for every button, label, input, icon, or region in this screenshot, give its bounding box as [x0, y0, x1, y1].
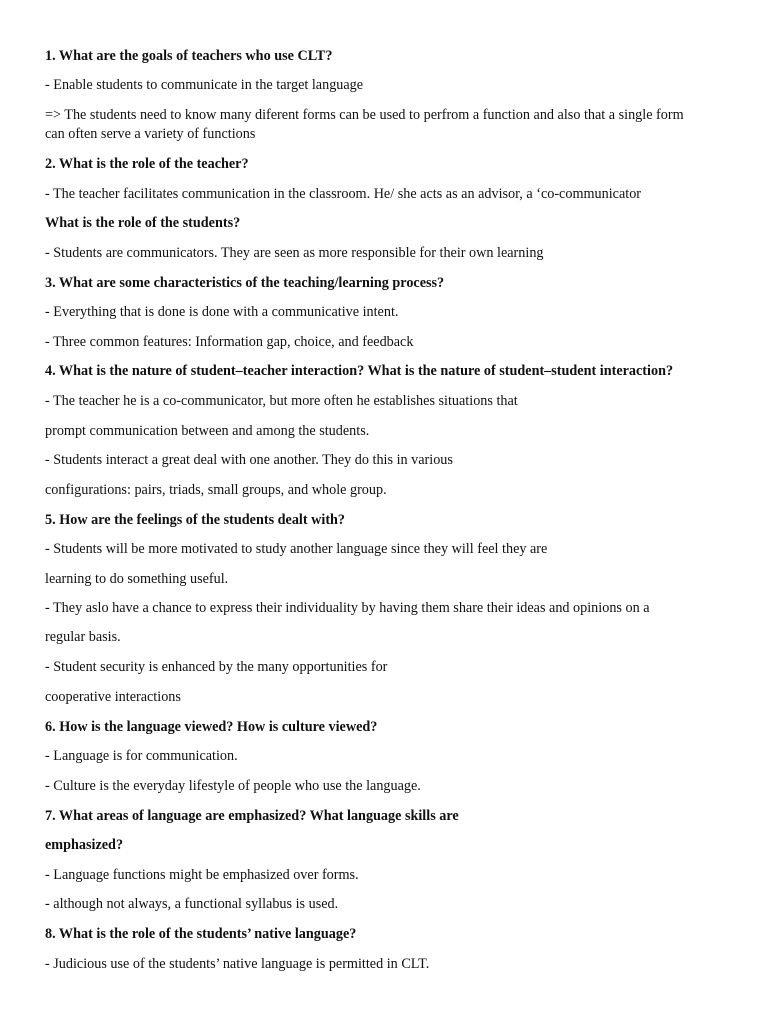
question-heading: 5. How are the feelings of the students dealt with? — [45, 512, 346, 528]
answer-line: - Enable students to communicate in the target language — [45, 77, 364, 93]
question-heading: emphasized? — [45, 837, 124, 853]
question-heading: What is the role of the students? — [45, 215, 241, 231]
answer-line: - Student security is enhanced by the many opportunities for — [45, 659, 388, 675]
answer-line: cooperative interactions — [45, 689, 181, 705]
answer-line: - Students interact a great deal with one another. They do this in various — [45, 452, 453, 468]
answer-line: => The students need to know many diferent forms can be used to perfrom a function and also that a single form can often serve a variety of functions — [45, 107, 684, 142]
answer-line: - The teacher facilitates communication in the classroom. He/ she acts as an advisor, a ‘co-communicator — [45, 186, 642, 202]
question-heading: 2. What is the role of the teacher? — [45, 156, 249, 172]
question-heading: 1. What are the goals of teachers who use CLT? — [45, 48, 333, 64]
answer-line: regular basis. — [45, 629, 121, 645]
question-heading: 7. What areas of language are emphasized? What language skills are — [45, 808, 459, 824]
answer-line: - Judicious use of the students’ native language is permitted in CLT. — [45, 956, 430, 972]
answer-line: - Culture is the everyday lifestyle of people who use the language. — [45, 778, 421, 794]
answer-line: - Language functions might be emphasized over forms. — [45, 867, 359, 883]
answer-line: - Students are communicators. They are seen as more responsible for their own learning — [45, 245, 544, 261]
answer-line: learning to do something useful. — [45, 571, 229, 587]
answer-line: - Three common features: Information gap, choice, and feedback — [45, 334, 414, 350]
answer-line: - Students will be more motivated to study another language since they will feel they are — [45, 541, 548, 557]
question-heading: 6. How is the language viewed? How is culture viewed? — [45, 719, 378, 735]
answer-line: - They aslo have a chance to express their individuality by having them share their ideas and opinions on a — [45, 600, 650, 616]
question-heading: 3. What are some characteristics of the teaching/learning process? — [45, 275, 445, 291]
question-heading: 4. What is the nature of student–teacher interaction? What is the nature of student–student interaction? — [45, 363, 674, 379]
answer-line: - The teacher he is a co-communicator, but more often he establishes situations that — [45, 393, 518, 409]
answer-line: - Language is for communication. — [45, 748, 238, 764]
answer-line: prompt communication between and among the students. — [45, 423, 370, 439]
answer-line: configurations: pairs, triads, small groups, and whole group. — [45, 482, 387, 498]
question-heading: 8. What is the role of the students’ native language? — [45, 926, 357, 942]
answer-line: - although not always, a functional syllabus is used. — [45, 896, 339, 912]
answer-line: - Everything that is done is done with a communicative intent. — [45, 304, 399, 320]
